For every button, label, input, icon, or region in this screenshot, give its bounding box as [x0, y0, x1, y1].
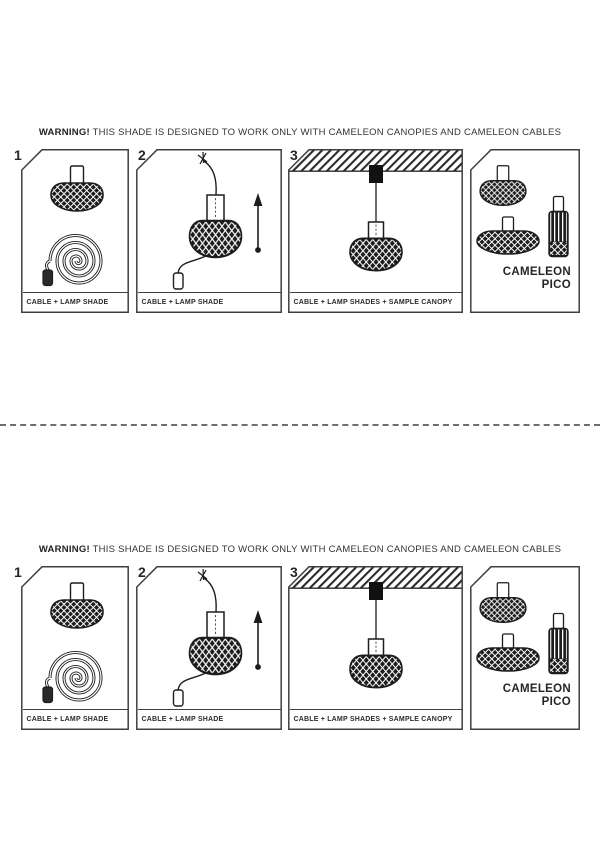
warning-prefix: WARNING! — [38, 544, 90, 555]
panel-product — [470, 566, 580, 730]
product-name-line2: PICO — [541, 695, 571, 708]
panel-step-2 — [136, 149, 282, 313]
warning-text — [0, 127, 600, 138]
canopy — [369, 582, 383, 600]
pendant-hanging-from-ceiling-canopy-icon — [288, 149, 463, 313]
step-panels-row — [0, 149, 600, 313]
warning-prefix: WARNING! — [38, 127, 90, 138]
cylinder-shade — [549, 614, 568, 674]
wide-shade — [477, 217, 539, 254]
panel-caption: CABLE + LAMP SHADE — [23, 292, 128, 312]
panel-step-1 — [14, 147, 129, 313]
step-number: 3 — [290, 564, 298, 580]
panel-step-1 — [14, 564, 129, 730]
panel-caption: CABLE + LAMP SHADE — [138, 709, 281, 729]
canopy — [369, 165, 383, 183]
product-name — [503, 683, 571, 709]
step-number: 2 — [138, 564, 146, 580]
instruction-sheet-copy-2 — [0, 417, 600, 747]
product-name-line1: CAMELEON — [502, 683, 571, 695]
step-number: 3 — [290, 147, 298, 163]
height-adjust-arrow — [254, 193, 263, 253]
product-name-line2: PICO — [541, 278, 571, 291]
step-panels-row — [0, 566, 600, 730]
instruction-sheet-copy-1 — [0, 0, 600, 330]
step-number: 1 — [14, 564, 22, 580]
panel-step-2 — [136, 566, 282, 730]
panel-product — [470, 149, 580, 313]
height-adjust-arrow — [254, 610, 263, 670]
cylinder-shade — [549, 197, 568, 257]
product-name-line1: CAMELEON — [502, 266, 571, 278]
cable-threaded-through-shade-with-height-arrow-icon — [136, 566, 282, 730]
panel-step-3 — [288, 566, 463, 730]
step-number: 1 — [14, 147, 22, 163]
panel-step-3 — [288, 149, 463, 313]
step-number: 2 — [138, 147, 146, 163]
warning-body: THIS SHADE IS DESIGNED TO WORK ONLY WITH CAMELEON CANOPIES AND CAMELEON CABLES — [89, 544, 562, 555]
pendant-hanging-from-ceiling-canopy-icon — [288, 566, 463, 730]
warning-body: THIS SHADE IS DESIGNED TO WORK ONLY WITH CAMELEON CANOPIES AND CAMELEON CABLES — [89, 127, 562, 138]
cable-threaded-through-shade-with-height-arrow-icon — [136, 149, 282, 313]
panel-caption: CABLE + LAMP SHADE — [138, 292, 281, 312]
pendant-shade-with-coiled-cable-icon — [21, 149, 129, 313]
panel-caption: CABLE + LAMP SHADE — [23, 709, 128, 729]
pendant-shade-with-coiled-cable-icon — [21, 566, 129, 730]
wide-shade — [477, 634, 539, 671]
panel-caption: CABLE + LAMP SHADES + SAMPLE CANOPY — [290, 709, 462, 729]
warning-text — [0, 544, 600, 555]
panel-caption: CABLE + LAMP SHADES + SAMPLE CANOPY — [290, 292, 462, 312]
product-name — [503, 266, 571, 292]
